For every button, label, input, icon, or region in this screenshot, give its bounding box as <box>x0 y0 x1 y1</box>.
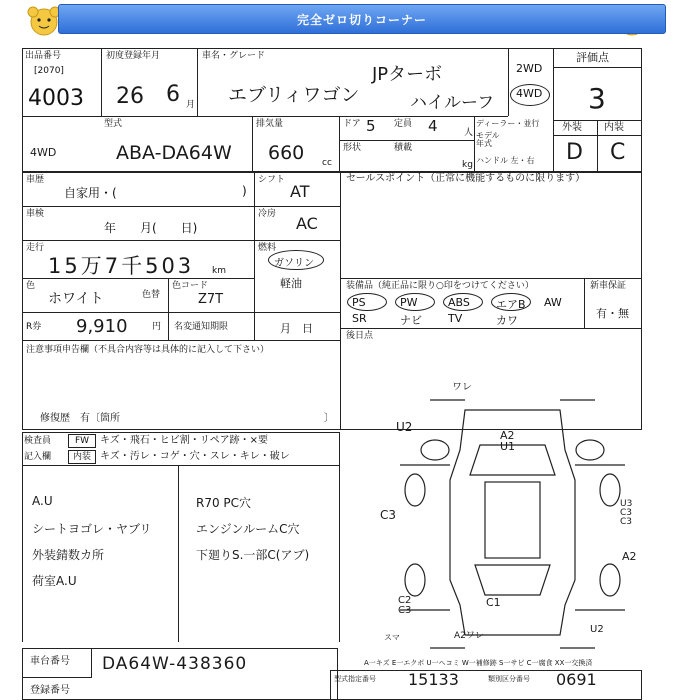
equipment-item: PS <box>352 296 366 309</box>
new-warranty-value: 有・無 <box>596 307 629 320</box>
mileage-value: 15万7千503 <box>48 254 195 278</box>
row-div-3 <box>22 278 254 279</box>
wheel-rr <box>600 564 620 596</box>
category-close: ) <box>242 184 247 198</box>
capacity-label: 定員 <box>394 119 413 129</box>
color-change-label: 色替 <box>142 290 161 300</box>
category-no-value: 0691 <box>556 670 597 689</box>
color-code-label: 色コード <box>172 281 209 291</box>
exterior-label: 外装 <box>562 122 582 133</box>
repair-close: 〕 <box>324 413 334 424</box>
handwritten-note: シートヨゴレ・ヤブリ <box>32 522 152 536</box>
kg-unit: kg <box>462 160 473 170</box>
name-label: 車名・グレード <box>202 51 266 61</box>
new-warranty-label: 新車保証 <box>590 281 627 291</box>
first-reg-label: 初度登録年月 <box>106 51 161 61</box>
equipment-item: エアB <box>496 298 526 311</box>
row-div-4 <box>22 312 340 313</box>
fuel-label: 燃料 <box>258 243 277 253</box>
fw-label: FW <box>68 434 96 448</box>
handwritten-note: R70 PC穴 <box>196 496 252 510</box>
diagram-legend: A一キズ E一エクボ U一ヘコミ W一補修跡 S一サビ C一腐食 XX一交換済 <box>364 659 593 667</box>
first-reg-month: 6 <box>166 82 180 107</box>
frame-label: 車台番号 <box>30 656 70 667</box>
shift-value: AT <box>290 182 310 201</box>
mark-c1: C1 <box>486 596 501 609</box>
recycle-label: R券 <box>26 322 42 332</box>
equipment-label: 装備品（純正品に限り○印をつけてください） <box>346 281 534 291</box>
cc-label: 排気量 <box>256 119 284 129</box>
load-label: 積載 <box>394 143 413 153</box>
mark-a2-right: A2 <box>622 550 637 563</box>
handwritten-note: 下廻りS.一部C(アブ) <box>196 548 310 562</box>
score-label: 評価点 <box>576 51 609 64</box>
score-value: 3 <box>588 82 606 115</box>
notes-divider <box>178 466 179 642</box>
details-vertical2 <box>254 172 255 340</box>
cc-value: 660 <box>268 142 305 164</box>
equip-top <box>340 278 642 279</box>
handwritten-note: A.U <box>32 494 53 508</box>
capacity-unit: 人 <box>464 128 474 138</box>
equipment-item: ナビ <box>400 314 422 327</box>
cc-unit: cc <box>322 158 332 168</box>
equipment-item: ABS <box>448 296 470 309</box>
dealer-label: ディーラー・並行 <box>476 119 540 128</box>
equipment-item: PW <box>400 296 418 309</box>
equipment-item: SR <box>352 312 367 325</box>
grade-line1: JPターボ <box>372 64 443 85</box>
fuel-diesel: 軽油 <box>280 277 302 290</box>
frame-value: DA64W-438360 <box>102 654 248 674</box>
side-lines <box>400 465 625 610</box>
interior-grade: C <box>610 140 626 165</box>
color-div <box>168 278 169 312</box>
model-left: 4WD <box>30 146 57 159</box>
color-code-value: Z7T <box>198 292 224 307</box>
recycle-div <box>168 312 169 340</box>
car-name: エブリィワゴン <box>228 84 360 106</box>
mark-c3: C3 <box>380 508 397 522</box>
mirror-left <box>421 440 449 460</box>
name-change-label: 名変通知期限 <box>174 322 229 332</box>
mark-c2c3: C2 C3 <box>398 595 412 616</box>
category-no-label: 類別区分番号 <box>488 675 530 683</box>
details-vertical <box>340 172 341 430</box>
aircon-label: 冷房 <box>258 209 277 219</box>
category-value: 自家用・( <box>64 186 117 200</box>
roof <box>485 482 540 558</box>
certified-label: 型式指定番号 <box>334 675 376 683</box>
lot-number: 4003 <box>28 86 84 111</box>
recycle-value: 9,910 <box>76 316 128 337</box>
equipment-circle <box>491 293 531 311</box>
inspector-interior-label: 内装 <box>68 450 96 464</box>
inspector-label1: 検査員 <box>24 436 52 446</box>
mark-wr: ワレ <box>452 382 472 393</box>
equip-bottom <box>340 328 642 329</box>
drive-4wd: 4WD <box>516 87 543 100</box>
interior-items: キズ・汚レ・コゲ・穴・スレ・キレ・破レ <box>100 451 290 462</box>
notes-label: 注意事項申告欄（不具合内容等は具体的に記入して下さい） <box>26 345 270 355</box>
equipment-item: AW <box>544 296 562 309</box>
mirror-right <box>576 440 604 460</box>
model-code: ABA-DA64W <box>116 142 232 164</box>
warranty-div <box>584 278 585 328</box>
mileage-unit: km <box>212 266 226 276</box>
name-change-value: 月 日 <box>280 322 313 335</box>
door-divider <box>340 140 474 141</box>
first-reg-year: 26 <box>116 84 144 109</box>
mark-u2-bottom: U2 <box>590 624 604 635</box>
equipment-item: カワ <box>496 314 518 327</box>
wheel-fl <box>405 474 425 506</box>
equipment-circle <box>347 293 387 311</box>
rear-seat-label: 後日点 <box>346 331 374 341</box>
color-value: ホワイト <box>48 291 104 307</box>
mark-u3c3: U3 C3 C3 <box>620 499 633 527</box>
fuel-gasoline: ガソリン <box>274 258 314 269</box>
inspection-label: 車検 <box>26 209 45 219</box>
interior-label: 内装 <box>604 122 624 133</box>
door-value: 5 <box>366 117 376 135</box>
repair-label: 修復歴 有〔箇所 <box>40 413 120 424</box>
handwritten-note: 外装錆数カ所 <box>32 548 105 562</box>
recycle-unit: 円 <box>152 322 162 332</box>
mileage-label: 走行 <box>26 243 45 253</box>
sales-point-label: セールスポイント（正常に機能するものに限ります） <box>346 173 586 184</box>
handwritten-note: 荷室A.U <box>32 574 77 588</box>
shape-label: 形状 <box>343 143 362 153</box>
month-unit: 月 <box>186 100 196 110</box>
mark-sumi: スマ <box>384 633 400 642</box>
mark-a2w: A2ワレ <box>454 631 484 641</box>
shift-label: シフト <box>258 175 286 185</box>
reg-label: 登録番号 <box>30 685 70 696</box>
category-label: 車歴 <box>26 175 45 185</box>
handwritten-note: エンジンルームC穴 <box>196 522 300 536</box>
wheel-rl <box>405 564 425 596</box>
handle-label: ハンドル 左・右 <box>476 156 535 165</box>
certified-value: 15133 <box>408 670 459 689</box>
wheel-fr <box>600 474 620 506</box>
banner <box>58 4 666 34</box>
row-div-1 <box>22 206 340 207</box>
equipment-circle <box>395 293 435 311</box>
lot-sub: [2070] <box>34 66 64 76</box>
inspection-value: 年 月( 日) <box>104 221 198 235</box>
door-label: ドア <box>343 119 361 129</box>
model-label: 型式 <box>104 119 123 129</box>
equipment-item: TV <box>448 312 463 325</box>
fw-items: キズ・飛石・ヒビ割・リペア跡・×要 <box>100 435 268 446</box>
grade-line2: ハイルーフ <box>410 93 495 113</box>
rear-window <box>475 565 550 595</box>
lot-label: 出品番号 <box>25 51 62 61</box>
aircon-value: AC <box>296 214 318 233</box>
inspector-label2: 記入欄 <box>24 452 52 462</box>
grade-divider <box>597 120 598 172</box>
capacity-value: 4 <box>428 117 438 135</box>
mark-u2: U2 <box>396 420 413 434</box>
exterior-grade: D <box>566 140 583 165</box>
equipment-circle <box>443 293 483 311</box>
mark-a2u1: A2 U1 <box>500 429 516 453</box>
color-label: 色 <box>26 281 36 291</box>
row-div-5 <box>22 340 340 341</box>
row-div-2 <box>22 240 340 241</box>
drive-2wd: 2WD <box>516 62 543 75</box>
model-year-label: モデル 年式 <box>476 131 500 148</box>
banner-title: 完全ゼロ切りコーナー <box>296 13 427 27</box>
